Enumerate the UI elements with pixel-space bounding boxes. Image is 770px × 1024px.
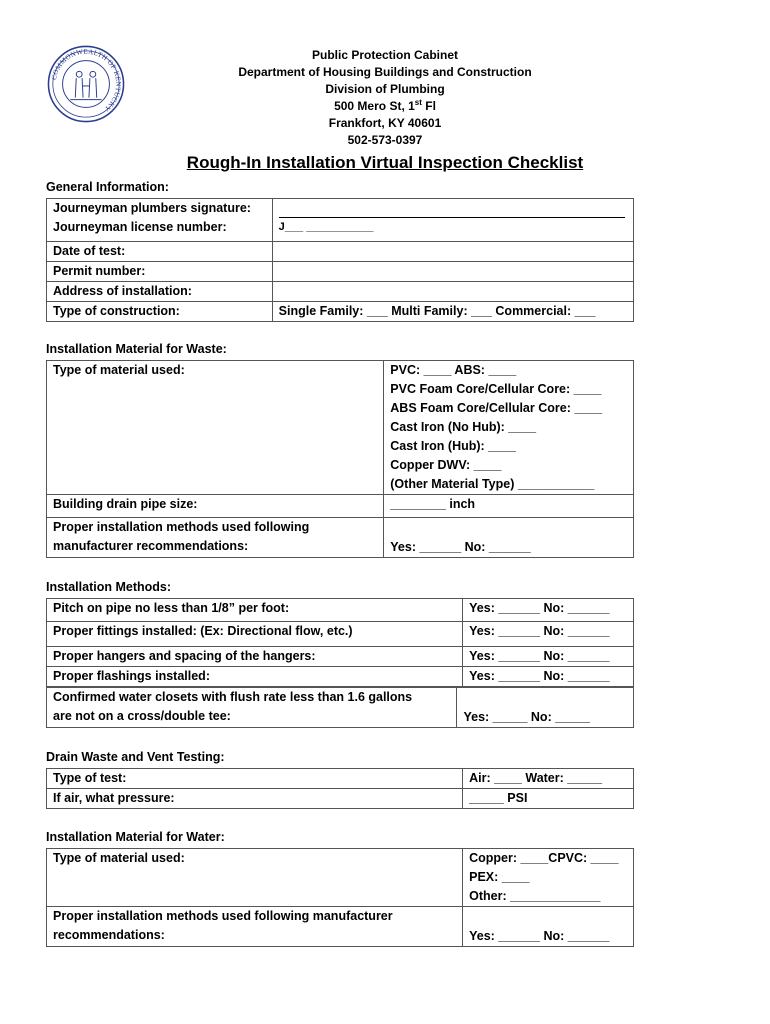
water-methods-label-line2: recommendations: — [53, 928, 165, 942]
journeyman-fields-cell — [272, 199, 633, 242]
waste-option-cast-iron-hub: Cast Iron (Hub): ____ — [390, 439, 516, 453]
waste-methods-label-line1: Proper installation methods used following — [53, 520, 310, 534]
methods-section-label: Installation Methods: — [46, 580, 171, 594]
license-label: Journeyman license number: — [53, 220, 227, 234]
water-methods-label-cell — [47, 907, 463, 947]
hangers-field[interactable]: Yes: ______ No: ______ — [463, 647, 634, 667]
hangers-label: Proper hangers and spacing of the hangers: — [47, 647, 463, 667]
waste-option-cast-iron-nohub: Cast Iron (No Hub): ____ — [390, 420, 537, 434]
water-methods-label-line1: Proper installation methods used following manufacturer — [53, 909, 393, 923]
department-name: Department of Housing Buildings and Construction — [238, 65, 532, 79]
date-field[interactable] — [272, 242, 633, 262]
waste-option-copper-dwv: Copper DWV: ____ — [390, 458, 502, 472]
general-info-table — [46, 198, 634, 322]
water-material-table — [46, 848, 634, 947]
phone-number: 502-573-0397 — [347, 133, 423, 147]
dwv-section-label: Drain Waste and Vent Testing: — [46, 750, 225, 764]
water-closets-label-cell — [47, 688, 457, 728]
waste-material-table — [46, 360, 634, 558]
water-option-copper-cpvc: Copper: ____CPVC: ____ — [469, 851, 619, 865]
pitch-label: Pitch on pipe no less than 1/8” per foot: — [47, 599, 463, 622]
date-label: Date of test: — [47, 242, 273, 262]
water-material-label: Type of material used: — [47, 849, 463, 907]
signature-field[interactable] — [279, 199, 625, 218]
test-type-field[interactable]: Air: ____ Water: _____ — [463, 769, 634, 789]
flashings-label: Proper flashings installed: — [47, 667, 463, 687]
fittings-label: Proper fittings installed: (Ex: Directional flow, etc.) — [47, 622, 463, 647]
drain-size-label: Building drain pipe size: — [47, 495, 384, 518]
waste-methods-field[interactable]: Yes: ______ No: ______ — [384, 518, 634, 558]
methods-table-b — [46, 687, 634, 728]
waste-material-options[interactable] — [384, 361, 634, 495]
construction-field[interactable]: Single Family: ___ Multi Family: ___ Commercial: ___ — [272, 302, 633, 322]
waste-option-pvc-foam: PVC Foam Core/Cellular Core: ____ — [390, 382, 602, 396]
page-title: Rough-In Installation Virtual Inspection Checklist — [186, 153, 584, 172]
cabinet-name: Public Protection Cabinet — [311, 48, 458, 62]
water-section-label: Installation Material for Water: — [46, 830, 225, 844]
dwv-table — [46, 768, 634, 809]
street-address: 500 Mero St, 1st Fl — [334, 98, 436, 113]
license-field[interactable]: J___ ___________ — [278, 221, 374, 233]
pitch-field[interactable]: Yes: ______ No: ______ — [463, 599, 634, 622]
svg-text:COMMONWEALTH OF KENTUCKY: COMMONWEALTH OF KENTUCKY — [50, 47, 123, 114]
water-material-options[interactable] — [463, 849, 634, 907]
drain-size-field[interactable]: ________ inch — [384, 495, 634, 518]
letterhead — [200, 47, 570, 149]
fittings-field[interactable]: Yes: ______ No: ______ — [463, 622, 634, 647]
pressure-field[interactable]: _____ PSI — [463, 789, 634, 809]
waste-option-abs-foam: ABS Foam Core/Cellular Core: ____ — [390, 401, 603, 415]
water-option-other: Other: _____________ — [469, 889, 601, 903]
water-methods-field[interactable]: Yes: ______ No: ______ — [463, 907, 634, 947]
waste-methods-label-line2: manufacturer recommendations: — [53, 539, 249, 553]
waste-material-label: Type of material used: — [47, 361, 384, 495]
kentucky-seal-icon — [47, 45, 125, 123]
address-field[interactable] — [272, 282, 633, 302]
waste-methods-label-cell — [47, 518, 384, 558]
city-address: Frankfort, KY 40601 — [328, 116, 442, 130]
water-closets-label-line2: are not on a cross/double tee: — [53, 709, 231, 723]
waste-option-other: (Other Material Type) ___________ — [390, 477, 595, 491]
journeyman-labels-cell — [47, 199, 273, 242]
permit-label: Permit number: — [47, 262, 273, 282]
signature-label: Journeyman plumbers signature: — [53, 201, 251, 215]
general-section-label: General Information: — [46, 180, 169, 194]
flashings-field[interactable]: Yes: ______ No: ______ — [463, 667, 634, 687]
water-option-pex: PEX: ____ — [469, 870, 530, 884]
waste-section-label: Installation Material for Waste: — [46, 342, 227, 356]
methods-table-a — [46, 598, 634, 687]
address-label: Address of installation: — [47, 282, 273, 302]
water-closets-label-line1: Confirmed water closets with flush rate less than 1.6 gallons — [53, 690, 413, 704]
division-name: Division of Plumbing — [325, 82, 445, 96]
water-closets-field[interactable]: Yes: _____ No: _____ — [457, 688, 634, 728]
construction-label: Type of construction: — [47, 302, 273, 322]
permit-field[interactable] — [272, 262, 633, 282]
waste-option-pvc-abs: PVC: ____ ABS: ____ — [390, 363, 517, 377]
test-type-label: Type of test: — [47, 769, 463, 789]
pressure-label: If air, what pressure: — [47, 789, 463, 809]
